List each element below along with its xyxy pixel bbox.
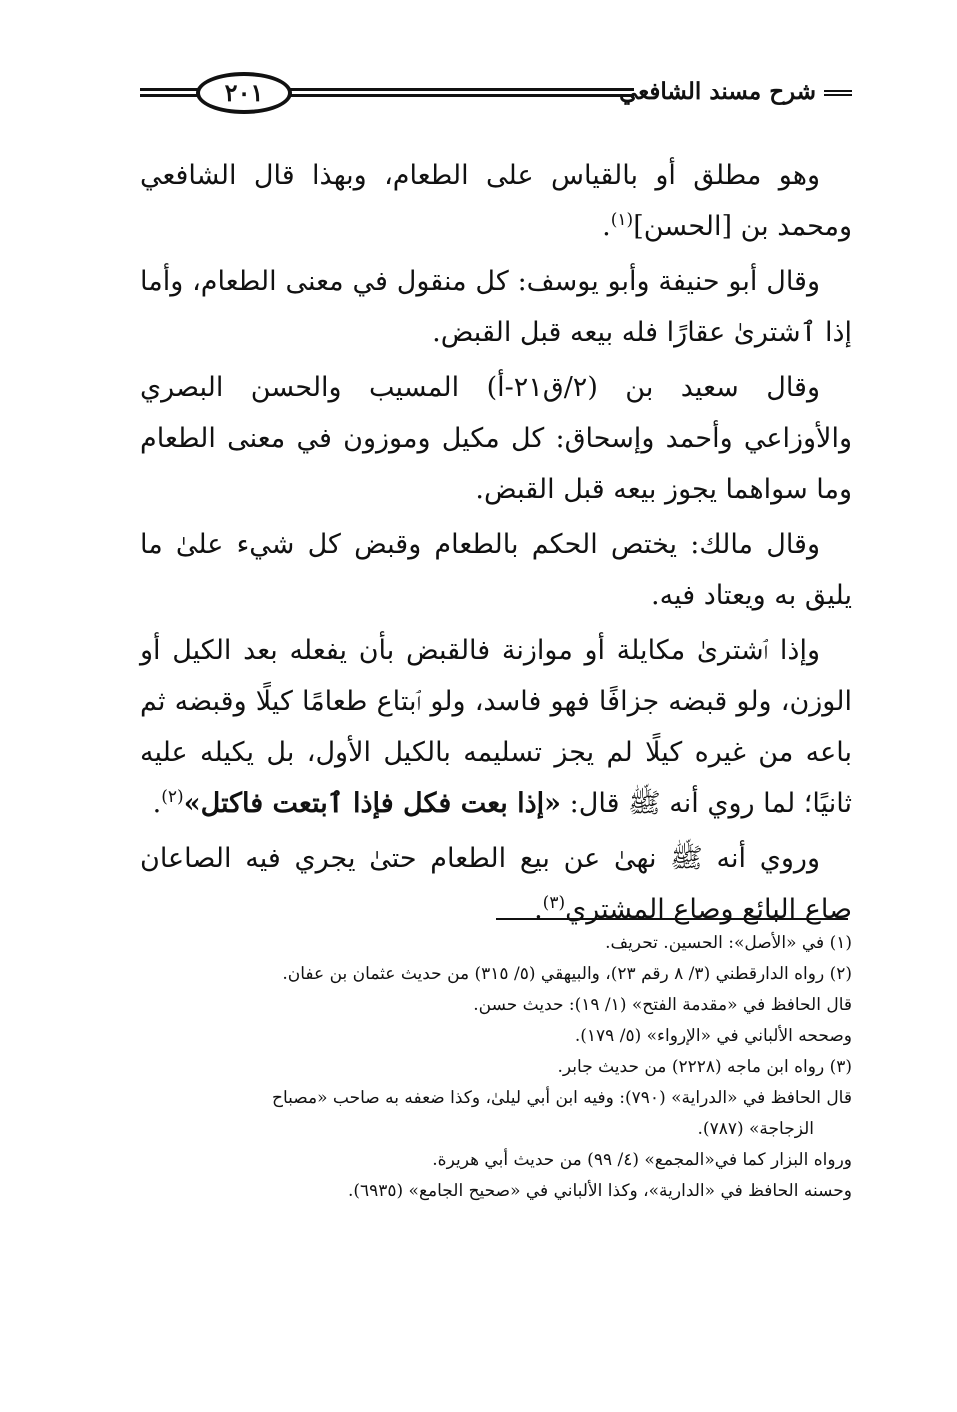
footnote-line: قال الحافظ في «مقدمة الفتح» (١/ ١٩): حديث حسن.: [473, 995, 852, 1015]
paragraph-3: وقال سعيد بن (٢/ق٢١-أ) المسيب والحسن البصري والأوزاعي وأحمد وإسحاق: كل مكيل وموزون في معنى الطعام وما سواهما يجوز بيعه قبل القبض.: [140, 372, 852, 505]
footnote-line: وصححه الألباني في «الإرواء» (٥/ ١٧٩).: [574, 1026, 852, 1046]
header-dash-ornament: [824, 90, 852, 96]
running-header: [140, 72, 852, 120]
footnote-line: وحسنه الحافظ في «الدارية»، وكذا الألباني في «صحيح الجامع» (٦٩٣٥).: [347, 1181, 852, 1201]
paragraph-6-text: وروي أنه ﷺ نهىٰ عن بيع الطعام حتىٰ يجري فيه الصاعان صاع البائع وصاع المشتري: [140, 843, 852, 925]
footnote-line: ورواه البزار كما في«المجمع» (٤/ ٩٩) من حديث أبي هريرة.: [432, 1150, 852, 1170]
hadith-quote: «إذا بعت فكل فإذا ٱبتعت فاكتل»: [183, 788, 562, 819]
footnote-line: (٢) رواه الدارقطني (٣/ ٨ رقم ٢٣)، والبيهقي (٥/ ٣١٥) من حديث عثمان بن عفان.: [282, 964, 852, 984]
paragraph-5-text: وإذا ٱشترىٰ مكايلة أو موازنة فالقبض بأن يفعله بعد الكيل أو الوزن، ولو قبضه جزافًا فهو فاسد، ولو ٱبتاع طعامًا كيلًا وقبضه ثم باعه من غيره كيلًا لم يجز تسليمه بالكيل الأول، بل يكيله عليه ثانيًا؛ لما روي أنه ﷺ قال:: [140, 635, 852, 819]
paragraph-5-end: .: [152, 788, 162, 819]
main-text: [140, 150, 852, 939]
footnote-ref-3: (٣): [542, 893, 566, 913]
footnote-line: قال الحافظ في «الدراية» (٧٩٠): وفيه ابن أبي ليلىٰ، وكذا ضعفه به صاحب «مصباح: [271, 1088, 852, 1108]
page-number: ٢٠١: [224, 78, 264, 107]
header-double-rule: [258, 88, 634, 97]
running-title: شرح مسند الشافعي: [619, 78, 816, 105]
footnote-separator: [496, 918, 848, 920]
paragraph-4: وقال مالك: يختص الحكم بالطعام وقبض كل شيء علىٰ ما يليق به ويعتاد فيه.: [140, 529, 852, 611]
footnote-ref-1: (١): [610, 210, 634, 230]
paragraph-1: [140, 150, 852, 252]
header-double-rule-left: [140, 88, 202, 97]
footnote-line: الزجاجة» (٧٨٧).: [697, 1119, 814, 1139]
paragraph-1-text: وهو مطلق أو بالقياس على الطعام، وبهذا قال الشافعي ومحمد بن [الحسن]: [140, 160, 852, 242]
footnote-ref-2: (٢): [161, 787, 184, 807]
paragraph-6-end: .: [534, 894, 543, 925]
footnote-line: (١) في «الأصل»: الحسين. تحريف.: [605, 933, 852, 953]
paragraph-2: وقال أبو حنيفة وأبو يوسف: كل منقول في معنى الطعام، وأما إذا ٱشترىٰ عقارًا فله بيعه قبل القبض.: [140, 266, 852, 348]
footnote-line: (٣) رواه ابن ماجه (٢٢٢٨) من حديث جابر.: [557, 1057, 852, 1077]
paragraph-5: [140, 625, 852, 829]
page-number-badge: [196, 72, 292, 114]
paragraph-1-end: .: [602, 211, 611, 242]
footnotes: [140, 928, 852, 1207]
